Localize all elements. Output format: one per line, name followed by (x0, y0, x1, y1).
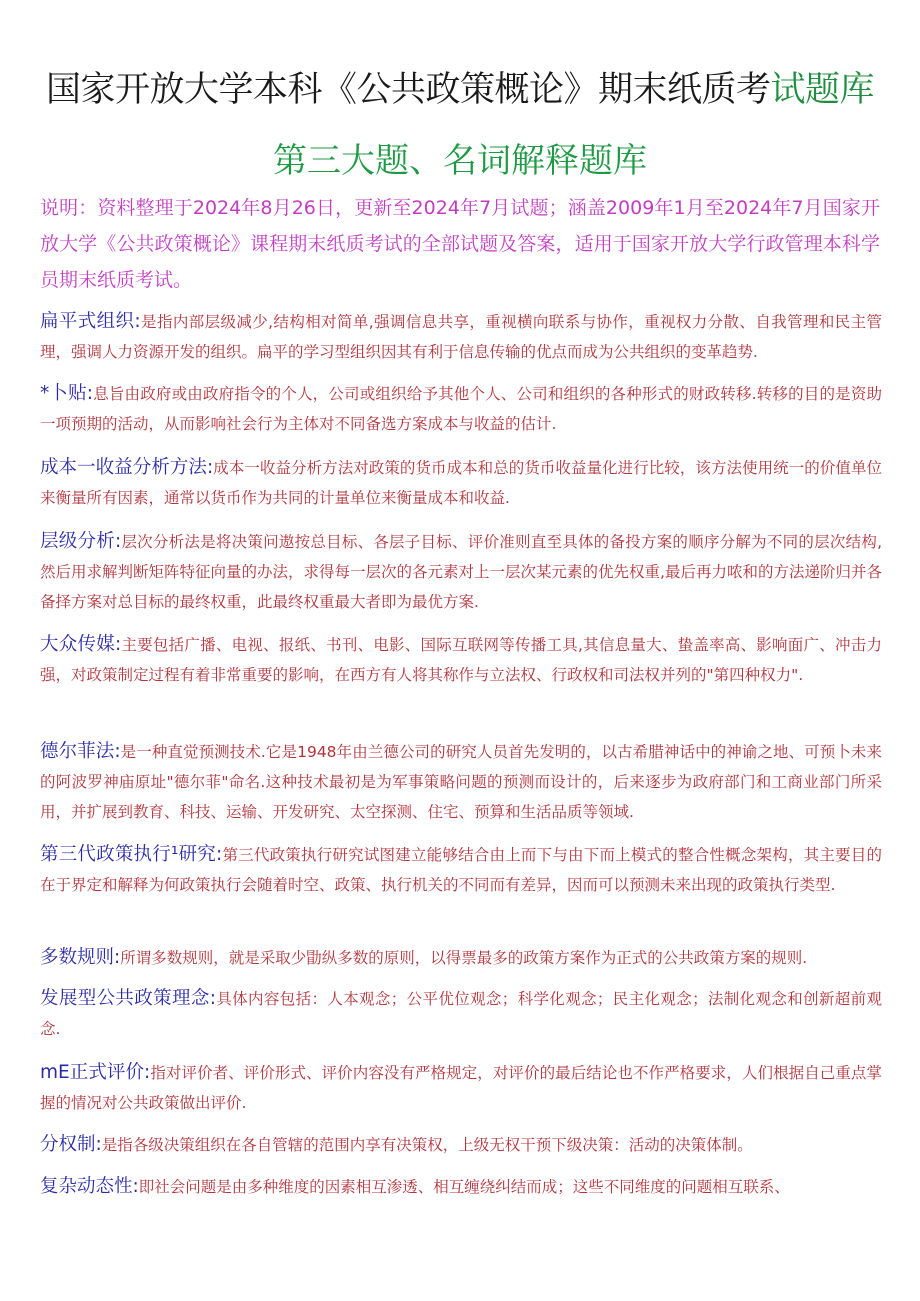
title-tail: 试题库 (770, 70, 875, 110)
list-item (40, 1058, 882, 1118)
term-label: 第三代政策执行¹研究: (40, 844, 223, 865)
list-item (40, 453, 882, 513)
term-definition: 主要包括广播、电视、报纸、书刊、电影、国际互联网等传播工具,其信息量大、蛰盖率高、影响面广、冲击力强，对政策制定过程有着非常重要的影响，在西方有人将其称作与立法权、行政权和司法权并列的"第四种权力". (40, 636, 882, 684)
term-label: 成本一收益分析方法: (40, 457, 214, 478)
term-definition: 是一种直觉预测技术.它是1948年由兰德公司的研究人员首先发明的，以古希腊神话中的神谕之地、可预卜未来的阿波罗神庙原址"德尔菲"命名.这种技术最初是为军事策略问题的预测而设计的，后来逐步为政府部门和工商业部门所采用，并扩展到教育、科技、运输、开发研究、太空探测、住宅、预算和生活品质等领域. (40, 743, 882, 821)
term-definition: 第三代政策执行研究试图建立能够结合由上而下与由下而上模式的整合性概念架构，其主要目的在于界定和解释为何政策执行会随着时空、政策、执行机关的不同而有差异，因而可以预测未来出现的政策执行类型. (40, 846, 882, 894)
term-label: 分权制: (40, 1134, 102, 1155)
page-title (0, 62, 920, 112)
term-definition: 成本一收益分析方法对政策的货币成本和总的货币收益量化进行比较，该方法使用统一的价值单位来衡量所有因素，通常以货币作为共同的计量单位来衡量成本和收益. (40, 459, 882, 507)
list-item (40, 840, 882, 900)
term-label: 多数规则: (40, 947, 121, 968)
list-item (40, 630, 882, 690)
list-item (40, 1130, 882, 1160)
term-label: *卜贴: (40, 383, 94, 404)
term-label: 扁平式组织: (40, 311, 141, 332)
term-label: 发展型公共政策理念: (40, 988, 216, 1009)
term-definition: 具体内容包括：人本观念；公平优位观念；科学化观念；民主化观念；法制化观念和创新超前观念. (40, 990, 883, 1038)
term-label: 复杂动态性: (40, 1176, 139, 1197)
intro-note: 说明：资料整理于2024年8月26日，更新至2024年7月试题；涵盖2009年1月至2024年7月国家开放大学《公共政策概论》课程期末纸质考试的全部试题及答案，适用于国家开放大学行政管理本科学员期末纸质考试。 (40, 197, 880, 291)
term-definition: 是指各级决策组织在各自管辖的范围内享有决策权，上级无权干预下级决策：活动的决策体制。 (101, 1136, 753, 1154)
term-definition: 即社会问题是由多种维度的因素相互渗透、相互缠绕纠结而成；这些不同维度的问题相互联系、 (138, 1178, 790, 1196)
title-main: 国家开放大学本科《公共政策概论》期末纸质考 (45, 70, 771, 110)
list-item (40, 307, 882, 367)
term-definition: 层次分析法是将决策问遨按总目标、各层子目标、评价准则直至具体的备投方案的顺序分解为不同的层次结构,然后用求解判断矩阵特征向量的办法，求得每一层次的各元素对上一层次某元素的优先权重,最后再力哝和的方法递阶归并各备择方案对总目标的最终权重，此最终权重最大者即为最优方案. (40, 533, 882, 611)
term-definition: 指对评价者、评价形式、评价内容没有严格规定，对评价的最后结论也不作严格要求，人们根据自己重点掌握的情况对公共政策做出评价. (40, 1064, 882, 1112)
list-item (40, 379, 882, 439)
term-label: mE正式评价: (40, 1062, 151, 1083)
term-definition: 是指内部层级减少,结构相对简单,强调信息共享，重视横向联系与协作，重视权力分散、自我管理和民主管理，强调人力资源开发的组织。扁平的学习型组织因其有利于信息传输的优点而成为公共组织的变革趋势. (40, 313, 883, 361)
term-label: 德尔菲法: (40, 741, 121, 762)
term-label: 大众传媒: (40, 634, 122, 655)
list-item (40, 737, 882, 827)
section-subtitle: 第三大题、名词解释题库 (273, 141, 647, 181)
term-definition: 息旨由政府或由政府指令的个人，公司或组织给予其他个人、公司和组织的各种形式的财政转移.转移的目的是资助一项预期的活动，从而影响社会行为主体对不同备选方案成本与收益的估计. (40, 385, 882, 433)
list-item (40, 943, 882, 973)
list-item (40, 1172, 882, 1202)
list-item (40, 527, 882, 617)
term-label: 层级分析: (40, 531, 122, 552)
term-definition: 所谓多数规则，就是采取少勖纵多数的原则，以得票最多的政策方案作为正式的公共政策方案的规则. (120, 949, 808, 967)
list-item (40, 984, 882, 1044)
